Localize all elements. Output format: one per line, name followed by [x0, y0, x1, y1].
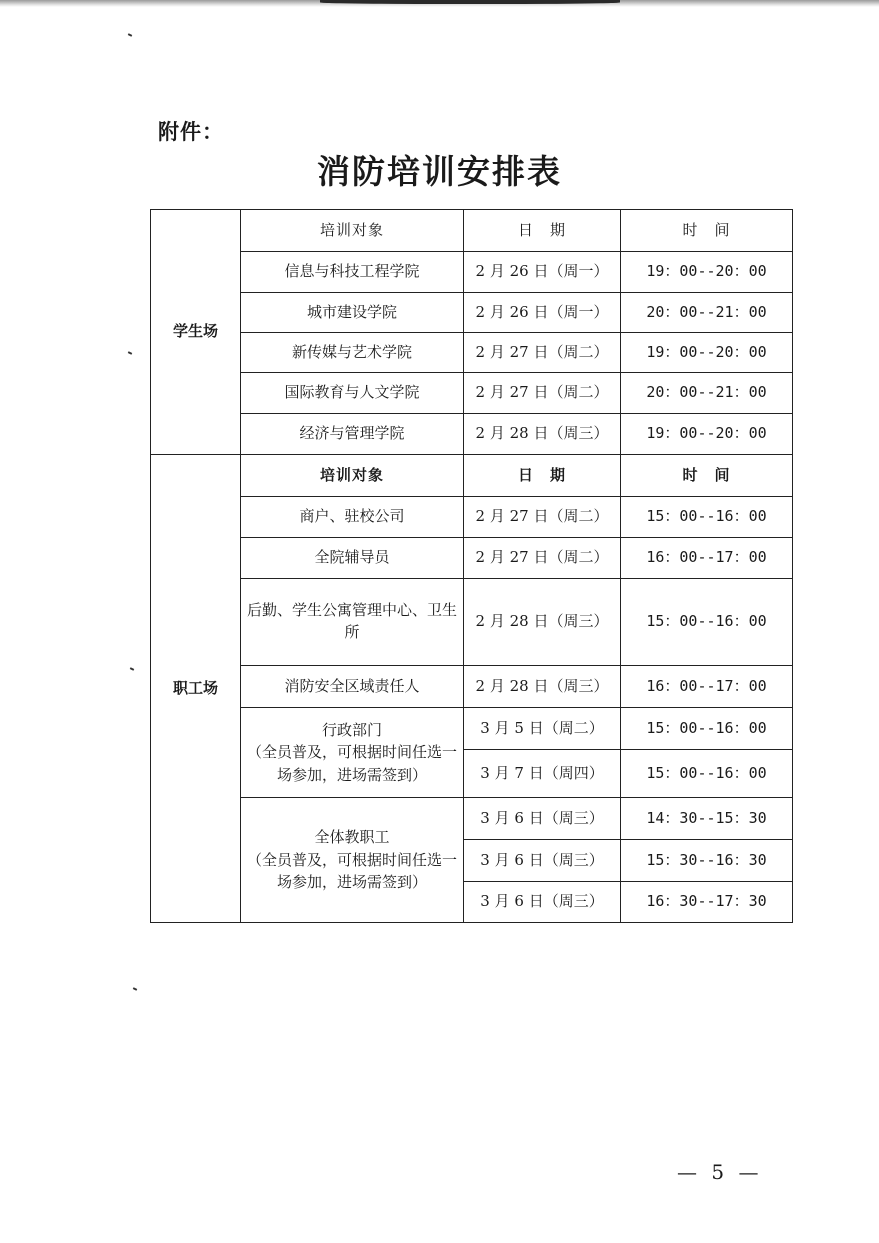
session-date: 3 月 6 日（周三）: [464, 840, 621, 882]
row-date: 2 月 26 日（周一）: [464, 293, 621, 333]
student-header-row: [151, 210, 793, 252]
row-date: 2 月 27 日（周二）: [464, 538, 621, 579]
faculty-group-note-line2: 场参加，进场需签到）: [276, 873, 427, 892]
row-date: 2 月 27 日（周二）: [464, 497, 621, 538]
staff-section-label: 职工场: [151, 455, 241, 923]
row-time: 16：00--17：00: [621, 666, 793, 708]
row-target: 城市建设学院: [241, 293, 464, 333]
row-date: 2 月 28 日（周三）: [464, 414, 621, 455]
attachment-label: 附件：: [158, 120, 224, 144]
session-time: 14：30--15：30: [621, 798, 793, 840]
session-date: 3 月 7 日（周四）: [464, 750, 621, 798]
row-date: 2 月 28 日（周三）: [464, 666, 621, 708]
row-target: 消防安全区域责任人: [241, 666, 464, 708]
scan-speck: [130, 667, 134, 671]
row-target: 新传媒与艺术学院: [241, 333, 464, 373]
staff-header-target: 培训对象: [241, 455, 464, 497]
row-time: 16：00--17：00: [621, 538, 793, 579]
session-time: 15：00--16：00: [621, 750, 793, 798]
table-row: [151, 373, 793, 414]
row-date: 2 月 26 日（周一）: [464, 252, 621, 293]
table-row: [151, 333, 793, 373]
student-header-date: 日 期: [464, 210, 621, 252]
table-row: [151, 497, 793, 538]
row-target: 经济与管理学院: [241, 414, 464, 455]
row-time: 15：00--16：00: [621, 497, 793, 538]
row-target: 国际教育与人文学院: [241, 373, 464, 414]
table-row: [151, 414, 793, 455]
row-date: 2 月 28 日（周三）: [464, 579, 621, 666]
session-date: 3 月 6 日（周三）: [464, 798, 621, 840]
staff-header-row: [151, 455, 793, 497]
faculty-group-cell: [241, 798, 464, 923]
training-schedule-table: [150, 209, 793, 923]
staff-header-time: 时 间: [621, 455, 793, 497]
row-date: 2 月 27 日（周二）: [464, 333, 621, 373]
session-time: 15：00--16：00: [621, 708, 793, 750]
row-date: 2 月 27 日（周二）: [464, 373, 621, 414]
row-target: 后勤、学生公寓管理中心、卫生所: [241, 579, 464, 666]
scan-edge-mark: [320, 0, 620, 4]
table-row: [151, 579, 793, 666]
session-date: 3 月 5 日（周二）: [464, 708, 621, 750]
student-section-label: 学生场: [151, 210, 241, 455]
table-row: [151, 538, 793, 579]
row-target: 全院辅导员: [241, 538, 464, 579]
admin-group-note-line2: 场参加，进场需签到）: [276, 765, 427, 784]
admin-group-cell: [241, 708, 464, 798]
student-header-time: 时 间: [621, 210, 793, 252]
table-row: [151, 708, 793, 750]
faculty-group-note-line1: （全员普及，可根据时间任选一: [246, 850, 457, 869]
admin-group-note-line1: （全员普及，可根据时间任选一: [246, 743, 457, 762]
row-time: 15：00--16：00: [621, 579, 793, 666]
table-row: [151, 252, 793, 293]
row-target: 商户、驻校公司: [241, 497, 464, 538]
scan-speck: [128, 351, 132, 355]
table-row: [151, 293, 793, 333]
session-time: 16：30--17：30: [621, 882, 793, 923]
session-date: 3 月 6 日（周三）: [464, 882, 621, 923]
document-title: 消防培训安排表: [317, 152, 562, 191]
row-time: 20：00--21：00: [621, 293, 793, 333]
staff-header-date: 日 期: [464, 455, 621, 497]
page-number: — 5 —: [677, 1160, 763, 1184]
row-time: 19：00--20：00: [621, 333, 793, 373]
row-time: 19：00--20：00: [621, 252, 793, 293]
scan-speck: [128, 33, 132, 37]
faculty-group-name: 全体教职工: [314, 828, 390, 847]
table-row: [151, 798, 793, 840]
row-time: 19：00--20：00: [621, 414, 793, 455]
session-time: 15：30--16：30: [621, 840, 793, 882]
row-target: 信息与科技工程学院: [241, 252, 464, 293]
scan-speck: [133, 987, 137, 991]
admin-group-name: 行政部门: [321, 720, 382, 739]
student-header-target: 培训对象: [241, 210, 464, 252]
table-row: [151, 666, 793, 708]
row-time: 20：00--21：00: [621, 373, 793, 414]
